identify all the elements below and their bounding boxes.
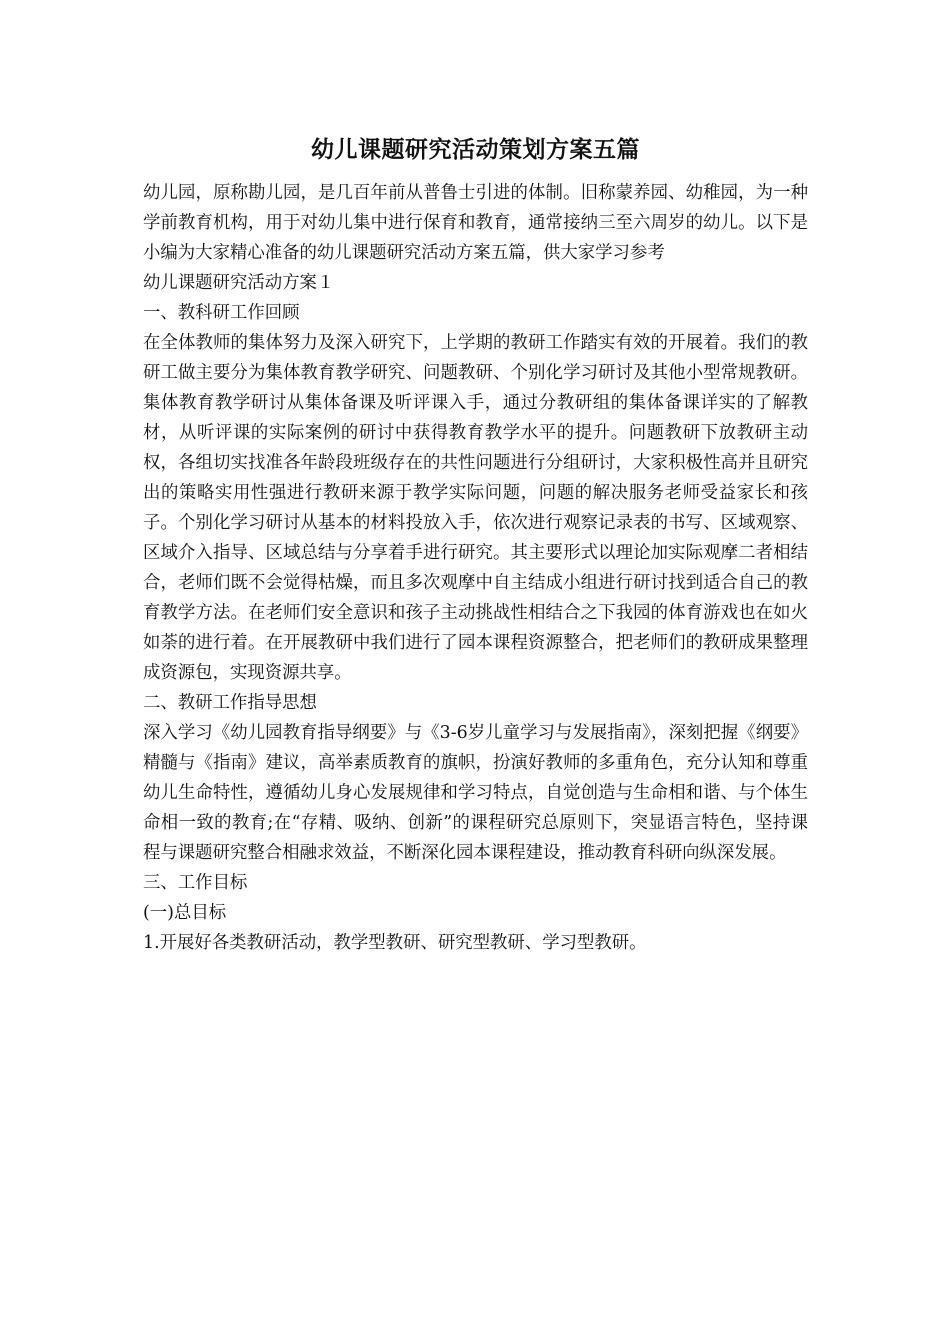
plan-heading-1: 幼儿课题研究活动方案１ — [143, 273, 335, 293]
guiding-ideology-paragraph: 深入学习《幼儿园教育指导纲要》与《3-6岁儿童学习与发展指南》，深刻把握《纲要》精髓与《指南》建议，高举素质教育的旗帜，扮演好教师的多重角色，充分认知和尊重幼儿生命特性，遵循幼儿身心发展规律和学习特点，自觉创造与生命相和谐、与个体生命相一致的教育;在“存精、吸纳、创新”的课程研究总原则下，突显语言特色，坚持课程与课题研究整合相融求效益，不断深化园本课程建设，推动教育科研向纵深发展。 — [143, 723, 808, 863]
goal-item-1: 1.开展好各类教研活动，教学型教研、研究型教研、学习型教研。 — [143, 933, 647, 953]
section-heading-goals: 三、工作目标 — [143, 873, 248, 893]
document-title: 幼儿课题研究活动策划方案五篇 — [311, 136, 640, 163]
section-heading-guiding-ideology: 二、教研工作指导思想 — [143, 693, 317, 713]
subheading-overall-goal: (一)总目标 — [143, 903, 227, 923]
intro-paragraph: 幼儿园，原称勘儿园，是几百年前从普鲁士引进的体制。旧称蒙养园、幼稚园，为一种学前教育机构，用于对幼儿集中进行保育和教育，通常接纳三至六周岁的幼儿。以下是小编为大家精心准备的幼儿课题研究活动方案五篇，供大家学习参考 — [143, 183, 808, 263]
section-heading-review: 一、教科研工作回顾 — [143, 303, 300, 323]
document-body — [143, 128, 808, 958]
review-paragraph: 在全体教师的集体努力及深入研究下，上学期的教研工作踏实有效的开展着。我们的教研工做主要分为集体教育教学研究、问题教研、个别化学习研讨及其他小型常规教研。集体教育教学研讨从集体备课及听评课入手，通过分教研组的集体备课详实的了解教材，从听评课的实际案例的研讨中获得教育教学水平的提升。问题教研下放教研主动权，各组切实找准各年龄段班级存在的共性问题进行分组研讨，大家积极性高并且研究出的策略实用性强进行教研来源于教学实际问题，问题的解决服务老师受益家长和孩子。个别化学习研讨从基本的材料投放入手，依次进行观察记录表的书写、区域观察、区域介入指导、区域总结与分享着手进行研究。其主要形式以理论加实际观摩二者相结合，老师们既不会觉得枯燥，而且多次观摩中自主结成小组进行研讨找到适合自己的教育教学方法。在老师们安全意识和孩子主动挑战性相结合之下我园的体育游戏也在如火如荼的进行着。在开展教研中我们进行了园本课程资源整合，把老师们的教研成果整理成资源包，实现资源共享。 — [143, 333, 808, 683]
